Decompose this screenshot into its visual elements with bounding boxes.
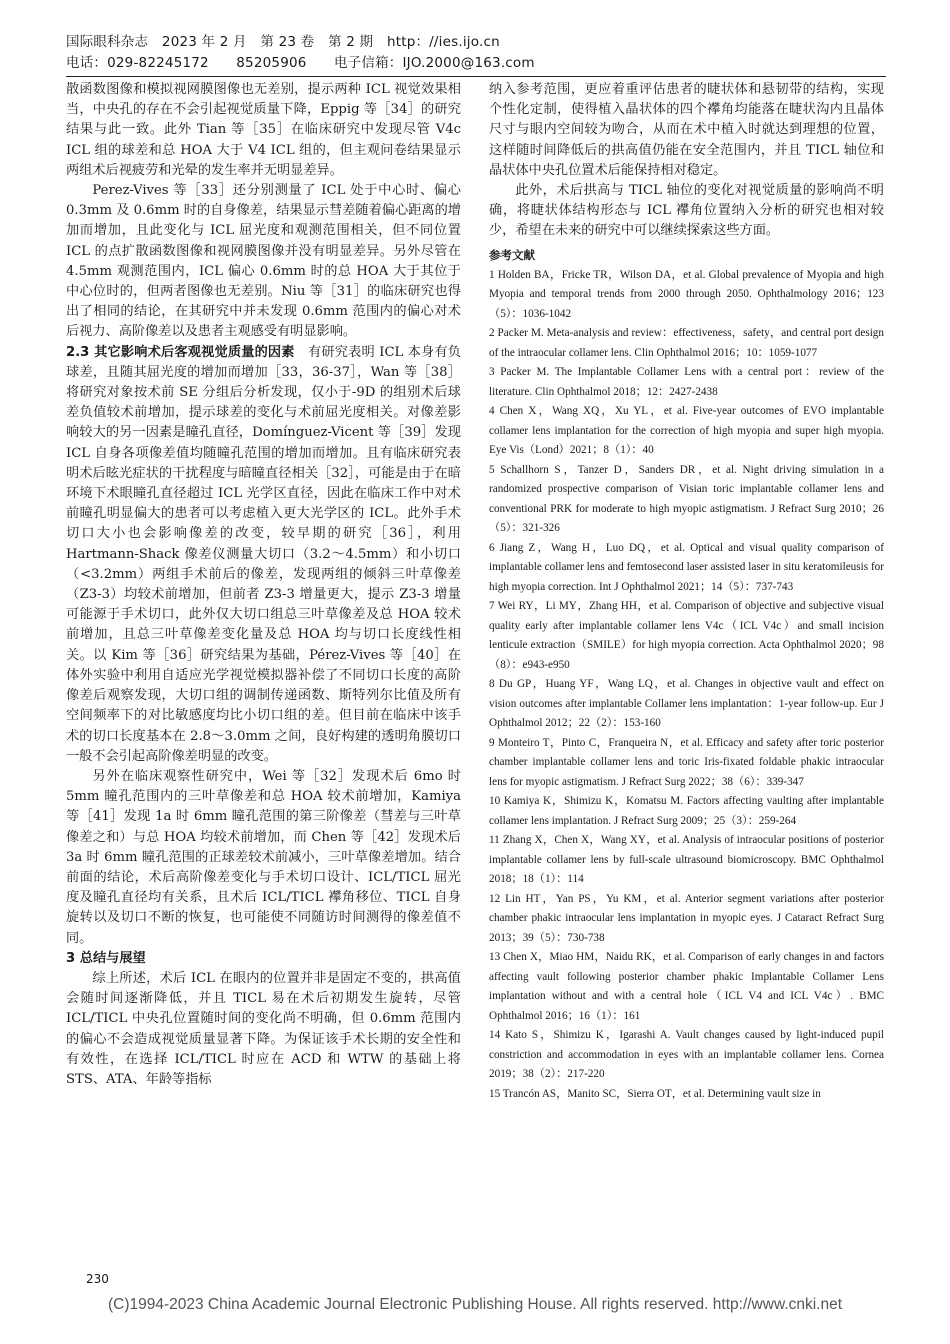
journal-info-line: 国际眼科杂志 2023 年 2 月 第 23 卷 第 2 期 http：//ies.ijo.cn: [66, 34, 500, 50]
paragraph: Perez-Vives 等［33］还分别测量了 ICL 处于中心时、偏心 0.3mm 及 0.6mm 时的自身像差，结果显示彗差随着偏心距离的增加而增加，且此变化与 ICL 屈光度和观测范围相关，但不同位置 ICL 的点扩散函数图像和视网膜图像并没有明显差异。另外尽管在 4.5mm 观测范围内，ICL 偏心 0.6mm 时的总 HOA 大于其位于中心位时的，但两者图像也无差别。Niu 等［31］的临床研究也得出了相同的结论，在其研究中并未发现 0.6mm 范围内的偏心对术后视力、高阶像差以及患者主观感受有明显影响。: [66, 183, 461, 340]
paragraph: 另外在临床观察性研究中，Wei 等［32］发现术后 6mo 时 5mm 瞳孔范围内的三叶草像差和总 HOA 较术前增加，Kamiya 等［41］发现 1a 时 6mm 瞳孔范围的第三阶像差（彗差与三叶草像差之和）与总 HOA 均较术前增加，而 Chen 等［42］发现术后 3a 时 6mm 瞳孔范围的正球差较术前减小，三叶草像差增加。结合前面的结论，术后高阶像差变化与手术切口设计、ICL/TICL 屈光度及瞳孔直径均有关系，且术后 ICL/TICL 襻角移位、TICL 自身旋转以及切口不断的恢复，也可能使不同随访时间测得的像差值不同。: [66, 768, 461, 946]
copyright-footer: (C)1994-2023 China Academic Journal Electronic Publishing House. All rights reserved. http://www.cnki.net: [107, 1296, 843, 1313]
journal-contact-line: 电话：029-82245172 85205906 电子信箱：IJO.2000@163.com: [66, 55, 535, 71]
section-2-3-paragraph: [66, 343, 461, 767]
references-heading: 参考文献: [489, 247, 535, 262]
journal-header: [66, 32, 896, 74]
paragraph: 此外，术后拱高与 TICL 轴位的变化对视觉质量的影响尚不明确，将睫状体结构形态与 ICL 襻角位置纳入分析的研究也相对较少，希望在未来的研究中可以继续探索这些方面。: [489, 183, 884, 239]
reference-item: 10 Kamiya K，Shimizu K，Komatsu M. Factors affecting vaulting after implantable collamer lens implantation. J Refract Surg 2009；25（3）：259-264: [489, 795, 884, 827]
reference-item: 11 Zhang X，Chen X，Wang XY，et al. Analysis of intraocular positions of posterior implantable collamer lens by full-scale ultrasound biomicroscopy. BMC Ophthalmol 2018；18（1）：114: [489, 834, 884, 886]
reference-item: 13 Chen X，Miao HM，Naidu RK，et al. Comparison of early changes in and factors affecting vault following posterior chamber phakic Implantable Collamer Lens implantation without and with a central hole（ICL V4 and ICL V4c）. BMC Ophthalmol 2016；16（1）：161: [489, 951, 884, 1022]
paragraph-text: 有研究表明 ICL 本身有负球差，且随其屈光度的增加而增加［33，36-37］，Wan 等［38］将研究对象按术前 SE 分组后分析发现，仅小于-9D 的组别术后球差负值较术前增加，提示球差的变化与术前屈光度相关。对像差影响较大的另一因素是瞳孔直径，Domínguez-Vicent 等［39］发现 ICL 自身各项像差值均随瞳孔范围的增加而增加。且有临床研究表明术后眩光症状的干扰程度与暗瞳直径相关［32］，可能是由于在暗环境下术眼瞳孔直径超过 ICL 光学区直径，因此在临床工作中对术前瞳孔明显偏大的患者可以考虑植入更大光学区的 ICL。此外手术切口大小也会影响像差的改变，较早期的研究［36］，利用 Hartmann-Shack 像差仪测量大切口（3.2～4.5mm）和小切口（<3.2mm）两组手术前后的像差，发现两组的倾斜三叶草像差（Z3-3）均较术前增加，但前者 Z3-3 增量更大，提示 Z3-3 增量可能源于手术切口，此外仅大切口组总三叶草像差及总 HOA 较术前增加，且总三叶草像差变化量及总 HOA 均与切口长度线性相关。以 Kim 等［36］研究结果为基础，Pérez-Vives 等［40］在体外实验中利用自适应光学视觉模拟器补偿了不同切口长度的高阶像差后观察发现，大切口组的调制传递函数、斯特列尔比值及所有空间频率下的对比敏感度均比小切口组的差。但目前在临床中该手术的切口长度基本在 2.8～3.0mm 之间，良好构建的透明角膜切口一般不会引起高阶像差明显的改变。: [66, 344, 461, 764]
reference-item: 5 Schallhorn S，Tanzer D，Sanders DR，et al. Night driving simulation in a randomized prospective comparison of Visian toric implantable collamer lens and conventional PRK for moderate to high myopic astigmatism. J Refract Surg 2010；26（5）：321-326: [489, 463, 884, 535]
reference-item: 8 Du GP，Huang YF，Wang LQ，et al. Changes in objective vault and effect on vision outcomes after implantable Collamer lens implantation：1-year follow-up. Eur J Ophthalmol 2012；22（2）：153-160: [489, 678, 884, 730]
reference-item: 9 Monteiro T，Pinto C，Franqueira N，et al. Efficacy and safety after toric posterior chamber implantable collamer lens and toric Iris-fixated foldable phakic intraocular lens for myopic astigmatism. J Refract Surg 2022；38（6）：339-347: [489, 736, 884, 788]
paragraph: 纳入参考范围，更应着重评估患者的睫状体和悬韧带的结构，实现个性化定制，使得植入晶状体的四个襻角均能落在睫状沟内且晶体尺寸与眼内空间较为吻合，从而在术中植入时就达到理想的位置，这样随时间降低后的拱高值仍能在安全范围内，并且 TICL 轴位和晶状体中央孔位置术后能保持相对稳定。: [489, 82, 884, 178]
reference-item: 3 Packer M. The Implantable Collamer Lens with a central port：review of the literature. Clin Ophthalmol 2018；12：2427-2438: [489, 366, 884, 398]
reference-item: 6 Jiang Z，Wang H，Luo DQ，et al. Optical and visual quality comparison of implantable collamer lens and femtosecond laser assisted laser in situ keratomileusis for high myopia correction. Int J Ophthalmol 2021；14（5）：737-743: [489, 541, 884, 593]
reference-item: 2 Packer M. Meta-analysis and review：effectiveness，safety，and central port design of the intraocular collamer lens. Clin Ophthalmol 2016；10：1059-1077: [489, 327, 884, 359]
reference-item: 4 Chen X，Wang XQ，Xu YL，et al. Five-year outcomes of EVO implantable collamer lens implantation for the correction of high myopia and super high myopia. Eye Vis（Lond）2021；8（1）：40: [489, 405, 884, 457]
right-column: [489, 80, 884, 1104]
reference-list: [489, 266, 884, 1105]
page-number: 230: [86, 1272, 109, 1286]
reference-item: 12 Lin HT，Yan PS，Yu KM，et al. Anterior segment variations after posterior chamber phakic intraocular lens implantation in myopic eyes. J Cataract Refract Surg 2013；39（5）：730-738: [489, 892, 884, 944]
reference-item: 14 Kato S，Shimizu K，Igarashi A. Vault changes caused by light-induced pupil constriction and accommodation in eyes with an implantable collamer lens. Cornea 2019；38（2）：217-220: [489, 1029, 884, 1081]
reference-item: 1 Holden BA，Fricke TR，Wilson DA，et al. Global prevalence of Myopia and high Myopia and temporal trends from 2000 through 2050. Ophthalmology 2016；123（5）：1036-1042: [489, 268, 884, 320]
paragraph: 综上所述，术后 ICL 在眼内的位置并非是固定不变的，拱高值会随时间逐渐降低，并且 TICL 易在术后初期发生旋转，尽管 ICL/TICL 中央孔位置随时间的变化尚不明确，但 0.6mm 范围内的偏心不会造成视觉质量显著下降。为保证该手术长期的安全性和有效性，在选择 ICL/TICL 时应在 ACD 和 WTW 的基础上将 STS、ATA、年龄等指标: [66, 970, 461, 1087]
header-divider: [66, 76, 886, 77]
section-title: 2.3 其它影响术后客观视觉质量的因素: [66, 344, 295, 360]
reference-item: 15 Trancón AS，Manito SC，Sierra OT，et al. Determining vault size in: [489, 1087, 821, 1100]
left-column: [66, 80, 461, 1090]
paragraph: 散函数图像和模拟视网膜图像也无差别，提示两种 ICL 视觉效果相当，中央孔的存在不会引起视觉质量下降，Eppig 等［34］的研究结果与此一致。此外 Tian 等［35］在临床研究中发现尽管 V4c ICL 组的球差和总 HOA 大于 V4 ICL 组的，但主观问卷结果显示两组术后视疲劳和光晕的发生率并无明显差异。: [66, 82, 461, 178]
section-title: 3 总结与展望: [66, 950, 146, 966]
reference-item: 7 Wei RY，Li MY，Zhang HH，et al. Comparison of objective and subjective visual quality early after implantable collamer lens V4c（ICL V4c）and small incision lenticule extraction（SMILE）for high myopia correction. Acta Ophthalmol 2020；98（8）：e943-e950: [489, 600, 884, 671]
